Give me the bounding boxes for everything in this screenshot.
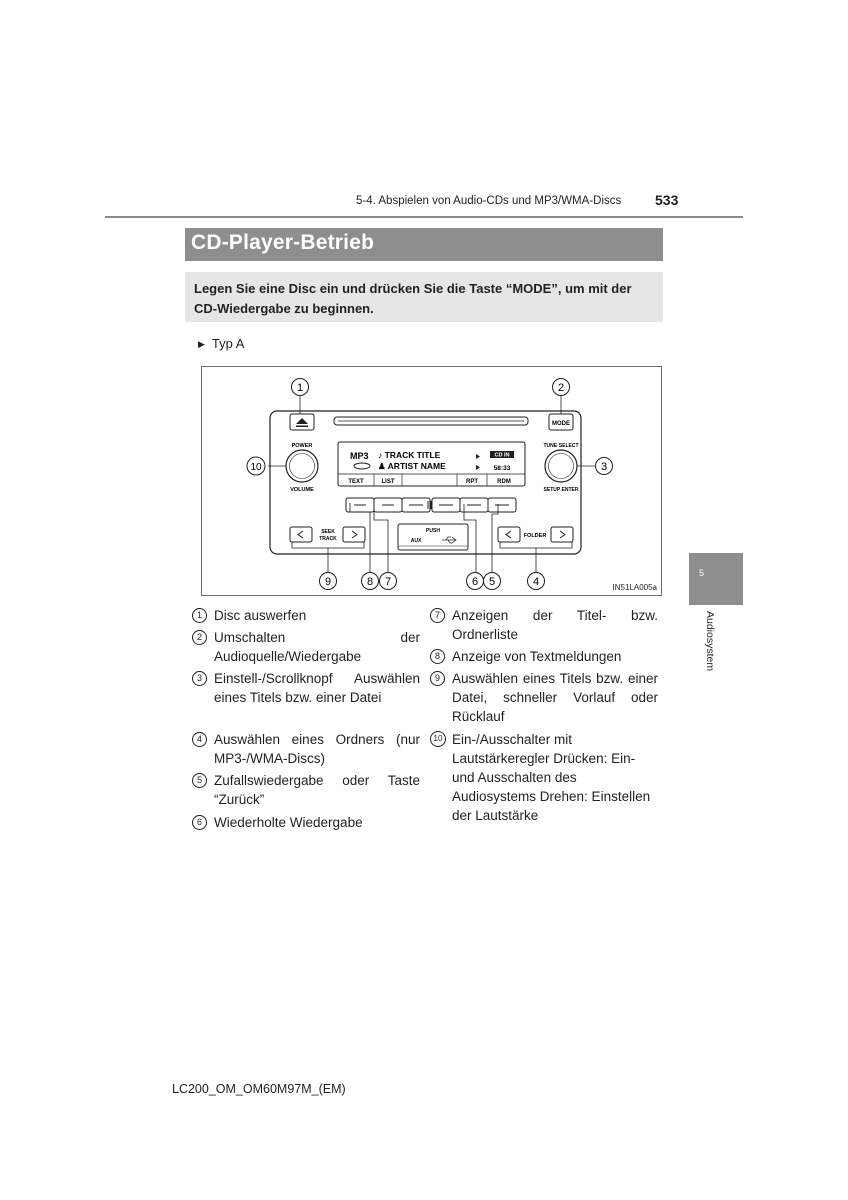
- section-header: 5-4. Abspielen von Audio-CDs und MP3/WMA-Discs: [356, 195, 622, 207]
- item-number: 10: [430, 731, 446, 747]
- item-number: 8: [430, 649, 445, 664]
- folder-back-button: [498, 527, 520, 542]
- item-text: Zufallswiedergabe oder Taste “Zurück”: [214, 773, 420, 807]
- item-number: 7: [430, 608, 445, 623]
- tune-select-label: TUNE·SELECT: [543, 443, 579, 449]
- item-text: Auswählen eines Titels bzw. einer Datei, schneller Vorlauf oder Rücklauf: [452, 671, 658, 724]
- chapter-label: Audiosystem: [704, 611, 716, 672]
- item-number: 3: [192, 671, 207, 686]
- triangle-bullet-icon: ▶: [198, 339, 205, 349]
- track-label: TRACK: [319, 536, 337, 542]
- callout-10: 10: [250, 462, 262, 473]
- page-title: CD-Player-Betrieb: [191, 231, 375, 254]
- push-label: PUSH: [426, 528, 440, 534]
- header-divider: [105, 216, 743, 218]
- callout-3: 3: [600, 461, 608, 473]
- item-text: Wiederholte Wiedergabe: [214, 815, 363, 830]
- callout-5: 5: [488, 576, 496, 588]
- callout-8: 8: [366, 576, 374, 588]
- item-number: 9: [430, 671, 445, 686]
- item-text: Anzeigen der Titel- bzw. Ordnerliste: [452, 608, 658, 642]
- folder-label: FOLDER: [523, 533, 547, 539]
- volume-label: VOLUME: [290, 487, 314, 493]
- callout-4: 4: [532, 576, 540, 588]
- display-time: 58:33: [493, 465, 511, 472]
- callout-1: 1: [296, 382, 304, 394]
- audio-unit-figure: [201, 366, 662, 596]
- item-number: 1: [192, 608, 207, 623]
- item-text: Anzeige von Textmeldungen: [452, 649, 622, 664]
- item-text: Einstell-/Scrollknopf Auswählen eines Titels bzw. einer Datei: [214, 671, 420, 705]
- figure-code: IN51LA005a: [612, 583, 657, 592]
- mode-label: MODE: [552, 421, 570, 427]
- callout-7: 7: [384, 576, 392, 588]
- setup-enter-label: SETUP ENTER: [543, 487, 579, 493]
- item-text: Disc auswerfen: [214, 608, 307, 623]
- title-bar: [185, 228, 663, 261]
- power-label: POWER: [291, 443, 313, 449]
- footer-code: LC200_OM_OM60M97M_(EM): [172, 1082, 346, 1096]
- chapter-tab: [689, 553, 743, 605]
- type-label: [198, 336, 244, 351]
- chapter-number: 5: [699, 568, 705, 578]
- display-rdm: RDM: [497, 479, 511, 485]
- audio-unit-diagram: [202, 367, 661, 595]
- display-mp3: MP3: [350, 451, 369, 461]
- display-cd-in: CD IN: [494, 452, 510, 459]
- item-number: 2: [192, 630, 207, 645]
- seek-forward-button: [343, 527, 365, 542]
- display-rpt: RPT: [466, 479, 478, 485]
- item-text: Ein-/Ausschalter mit Lautstärkeregler Drücken: Ein- und Ausschalten des Audiosystems Drehen: Einstellen der Lautstärke: [452, 732, 651, 823]
- callout-6: 6: [471, 576, 479, 588]
- seek-back-button: [290, 527, 312, 542]
- display-text: TEXT: [348, 479, 364, 485]
- display-track-title: ♪ TRACK TITLE: [378, 450, 441, 460]
- display-artist-name: ♟ ARTIST NAME: [378, 461, 446, 471]
- item-number: 4: [192, 732, 207, 747]
- item-number: 6: [192, 815, 207, 830]
- aux-label: AUX: [410, 538, 422, 544]
- item-number: 5: [192, 773, 207, 788]
- folder-forward-button: [551, 527, 573, 542]
- item-text: Umschalten der Audioquelle/Wiedergabe: [214, 630, 420, 664]
- callout-9: 9: [324, 576, 332, 588]
- intro-box: Legen Sie eine Disc ein und drücken Sie die Taste “MODE”, um mit der CD-Wiedergabe zu beginnen.: [185, 272, 663, 322]
- page-number: 533: [655, 192, 679, 208]
- callout-2: 2: [557, 382, 565, 394]
- display-list: LIST: [381, 479, 395, 485]
- seek-label: SEEK: [321, 529, 335, 535]
- item-text: Auswählen eines Ordners (nur MP3-/WMA-Discs): [214, 732, 420, 766]
- type-label-text: Typ A: [211, 336, 245, 351]
